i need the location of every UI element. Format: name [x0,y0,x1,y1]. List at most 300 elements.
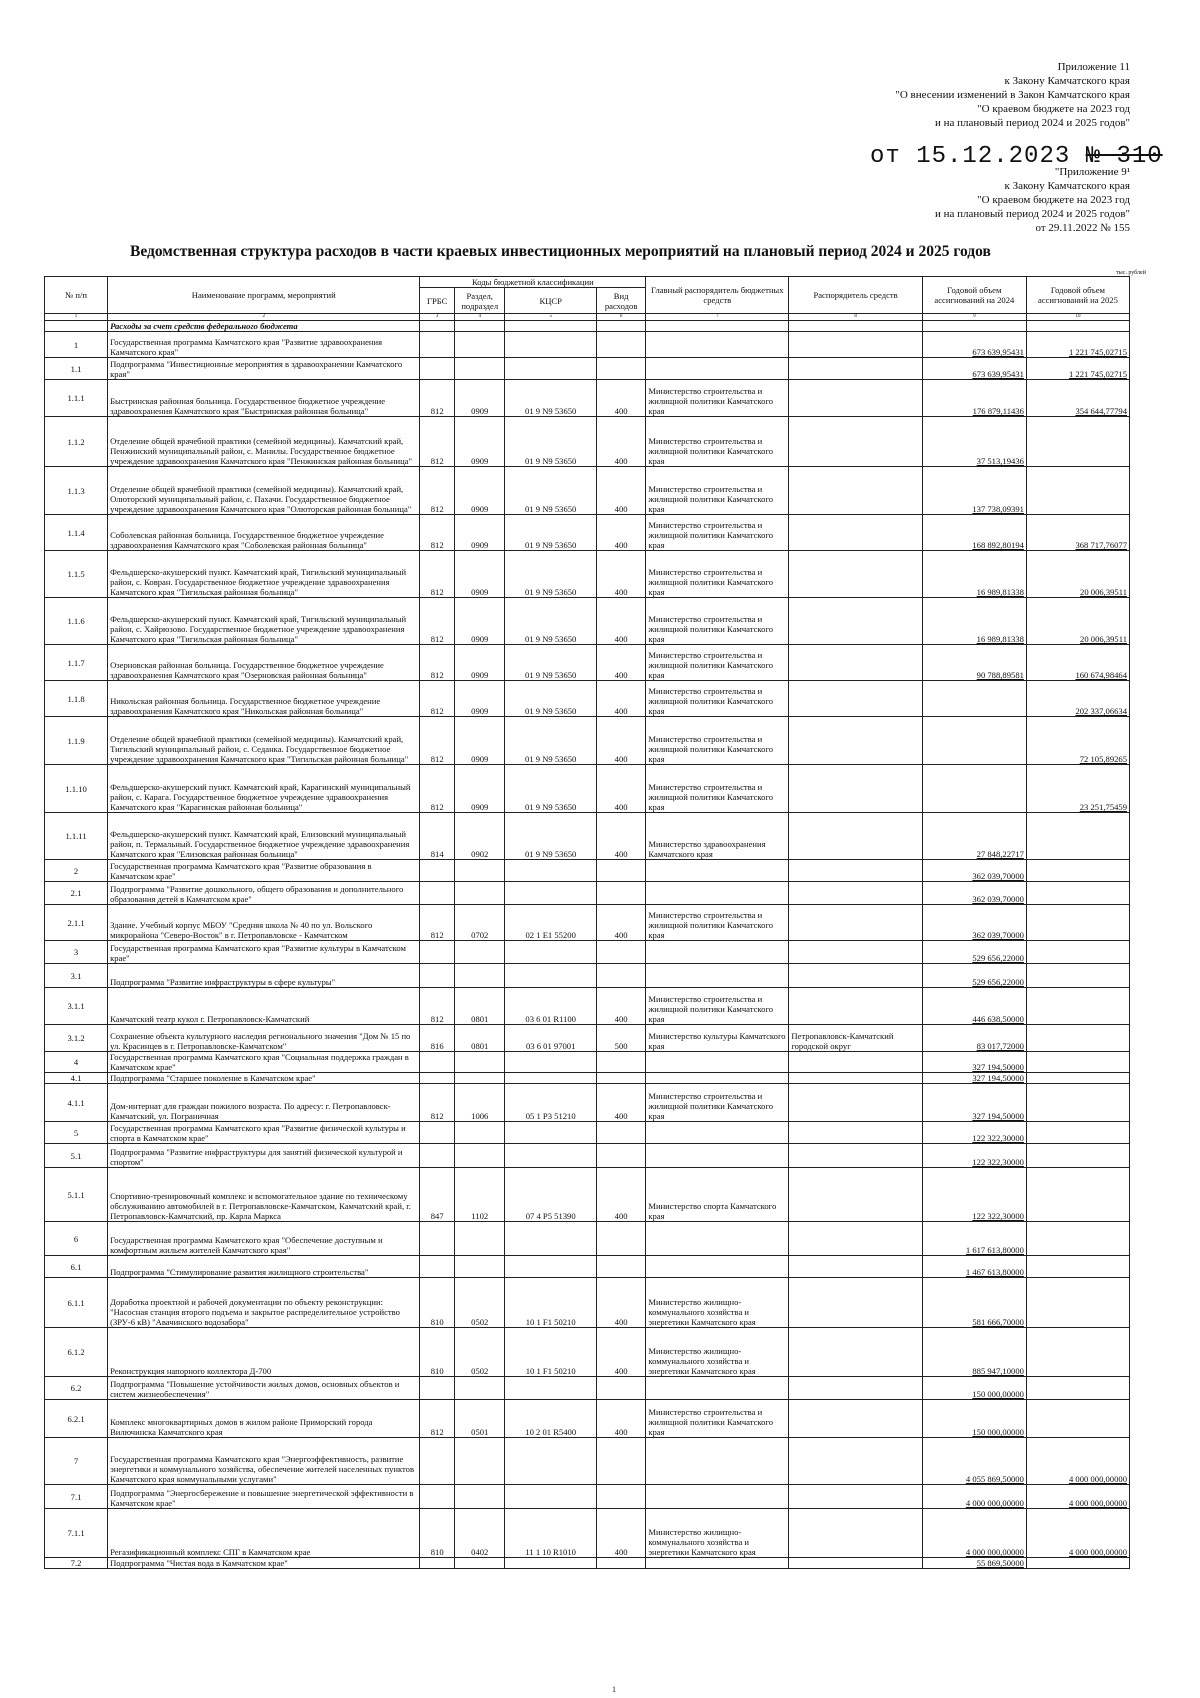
row-number: 1.1.6 [45,598,108,645]
row-number: 4.1 [45,1073,108,1084]
row-razdel: 0801 [455,1025,505,1052]
row-vid [596,1122,645,1144]
row-number: 2.1.1 [45,905,108,941]
row-name: Подпрограмма "Развитие инфраструктуры для занятий физической культурой и спортом" [108,1144,420,1168]
row-razdel [455,358,505,380]
row-name: Дом-интернат для граждан пожилого возраста. По адресу: г. Петропавловск-Камчатский, ул. Пограничная [108,1084,420,1122]
row-kcsr [505,1558,596,1569]
row-amount-2024 [922,765,1026,813]
row-main-manager: Министерство жилищно-коммунального хозяйства и энергетики Камчатского края [646,1509,789,1558]
table-row [45,1084,1130,1122]
table-row [45,515,1130,551]
row-amount-2024: 16 989,81338 [922,551,1026,598]
row-vid [596,1073,645,1084]
row-manager [789,1073,923,1084]
table-row [45,681,1130,717]
row-name: Подпрограмма "Чистая вода в Камчатском крае" [108,1558,420,1569]
row-name: Государственная программа Камчатского края "Развитие здравоохранения Камчатского края" [108,332,420,358]
row-manager [789,1256,923,1278]
row-amount-2024: 4 000 000,00000 [922,1509,1026,1558]
row-amount-2024: 362 039,70000 [922,905,1026,941]
row-main-manager: Министерство жилищно-коммунального хозяйства и энергетики Камчатского края [646,1278,789,1328]
table-row [45,905,1130,941]
row-main-manager: Министерство здравоохранения Камчатского края [646,813,789,860]
row-razdel [455,941,505,964]
row-kcsr: 05 1 P3 51210 [505,1084,596,1122]
row-main-manager [646,964,789,988]
row-kcsr: 03 6 01 97001 [505,1025,596,1052]
row-kcsr [505,1144,596,1168]
row-amount-2025: 20 006,39511 [1026,551,1129,598]
table-row [45,467,1130,515]
row-kcsr [505,358,596,380]
row-main-manager: Министерство строительства и жилищной политики Камчатского края [646,681,789,717]
table-row [45,598,1130,645]
row-amount-2025 [1026,1052,1129,1073]
row-amount-2025: 4 000 000,00000 [1026,1509,1129,1558]
table-row [45,332,1130,358]
row-grbs [420,1558,455,1569]
row-grbs [420,1122,455,1144]
row-amount-2024: 122 322,30000 [922,1122,1026,1144]
row-razdel: 1102 [455,1168,505,1222]
row-grbs [420,332,455,358]
row-name: Государственная программа Камчатского края "Социальная поддержка граждан в Камчатском крае" [108,1052,420,1073]
row-grbs [420,1222,455,1256]
row-manager [789,1328,923,1377]
row-kcsr: 10 1 F1 50210 [505,1328,596,1377]
row-number: 6.2.1 [45,1400,108,1438]
table-row [45,1222,1130,1256]
row-main-manager: Министерство строительства и жилищной политики Камчатского края [646,717,789,765]
column-index: 7 [646,314,789,321]
appendix-line: к Закону Камчатского края [1004,180,1130,192]
col-main-manager-header: Главный распорядитель бюджетных средств [646,277,789,314]
row-manager [789,598,923,645]
table-row [45,551,1130,598]
row-kcsr: 03 6 01 R1100 [505,988,596,1025]
row-main-manager: Министерство строительства и жилищной политики Камчатского края [646,467,789,515]
row-main-manager [646,1558,789,1569]
row-kcsr [505,1052,596,1073]
row-razdel [455,1222,505,1256]
row-kcsr: 01 9 N9 53650 [505,380,596,417]
row-amount-2024 [922,681,1026,717]
appendix-line: "О внесении изменений в Закон Камчатского края [895,89,1130,101]
row-manager [789,1485,923,1509]
row-amount-2024: 885 947,10000 [922,1328,1026,1377]
row-number: 7 [45,1438,108,1485]
row-amount-2024: 150 000,00000 [922,1400,1026,1438]
row-manager [789,332,923,358]
row-grbs: 812 [420,1400,455,1438]
row-name: Фельдшерско-акушерский пункт. Камчатский край, Карагинский муниципальный район, с. Карага. Государственное бюджетное учреждение здравоохранения Камчатского края "Карагинская районная больница" [108,765,420,813]
table-row [45,1485,1130,1509]
row-number: 1.1.5 [45,551,108,598]
row-number: 6.1.1 [45,1278,108,1328]
row-grbs [420,964,455,988]
row-number: 6 [45,1222,108,1256]
row-kcsr [505,860,596,882]
row-main-manager [646,358,789,380]
row-vid [596,964,645,988]
row-razdel [455,1122,505,1144]
row-razdel: 0402 [455,1509,505,1558]
row-vid [596,1052,645,1073]
row-razdel: 0909 [455,717,505,765]
table-row [45,941,1130,964]
row-name: Государственная программа Камчатского края "Обеспечение доступным и комфортным жильем жителей Камчатского края" [108,1222,420,1256]
row-vid: 400 [596,551,645,598]
section-row [45,321,1130,332]
row-razdel: 0502 [455,1278,505,1328]
col-manager-header: Распорядитель средств [789,277,923,314]
row-razdel [455,1377,505,1400]
row-main-manager: Министерство строительства и жилищной политики Камчатского края [646,515,789,551]
row-amount-2024: 1 467 613,80000 [922,1256,1026,1278]
row-razdel [455,860,505,882]
row-amount-2025 [1026,1558,1129,1569]
row-number: 3.1.1 [45,988,108,1025]
row-vid: 400 [596,988,645,1025]
row-name: Фельдшерско-акушерский пункт. Камчатский край, Тигильский муниципальный район, с. Хайрюзово. Государственное бюджетное учреждение здравоохранения Камчатского края "Тигильская районная больница" [108,598,420,645]
row-amount-2024: 529 656,22000 [922,941,1026,964]
table-row [45,645,1130,681]
appendix-line: к Закону Камчатского края [1004,75,1130,87]
row-grbs: 812 [420,905,455,941]
appendix-line: Приложение 11 [1057,61,1130,73]
previous-appendix-header [935,165,1130,235]
appendix-line: от 29.11.2022 № 155 [1035,222,1130,234]
date-value: 15.12.2023 [916,143,1071,170]
row-number: 1.1.4 [45,515,108,551]
row-manager [789,1509,923,1558]
table-row [45,1400,1130,1438]
row-vid: 400 [596,417,645,467]
row-name: Озерновская районная больница. Государственное бюджетное учреждение здравоохранения Камчатского края "Озерновская районная больница" [108,645,420,681]
row-amount-2024: 327 194,50000 [922,1052,1026,1073]
row-amount-2025: 202 337,06634 [1026,681,1129,717]
row-main-manager: Министерство строительства и жилищной политики Камчатского края [646,417,789,467]
row-vid: 400 [596,1084,645,1122]
row-kcsr: 01 9 N9 53650 [505,515,596,551]
row-amount-2024: 529 656,22000 [922,964,1026,988]
row-amount-2025 [1026,1400,1129,1438]
table-row [45,1509,1130,1558]
section-title: Расходы за счет средств федерального бюджета [108,321,420,332]
row-main-manager [646,860,789,882]
row-amount-2024: 581 666,70000 [922,1278,1026,1328]
row-name: Доработка проектной и рабочей документации по объекту реконструкции: "Насосная станция второго подъема и закрытое распределительное устройство (ЗРУ-6 кВ) "Авачинского водозабора" [108,1278,420,1328]
row-amount-2024: 168 892,80194 [922,515,1026,551]
table-row [45,1025,1130,1052]
row-amount-2025 [1026,1144,1129,1168]
row-vid: 400 [596,1168,645,1222]
appendix-line: и на плановый период 2024 и 2025 годов" [934,117,1130,129]
row-razdel: 0702 [455,905,505,941]
row-amount-2024: 176 879,11436 [922,380,1026,417]
row-name: Спортивно-тренировочный комплекс и вспомогательное здание по техническому обслуживанию автомобилей в г. Петропавловске-Камчатском, Камчатский край, г. Петропавловск-Камчатский, пр. Карла Маркса [108,1168,420,1222]
row-manager [789,941,923,964]
row-kcsr: 01 9 N9 53650 [505,765,596,813]
row-amount-2025 [1026,964,1129,988]
row-kcsr [505,1073,596,1084]
row-kcsr [505,1377,596,1400]
row-grbs: 812 [420,467,455,515]
row-number: 5 [45,1122,108,1144]
table-row [45,860,1130,882]
col-name-header: Наименование программ, мероприятий [108,277,420,314]
row-kcsr: 01 9 N9 53650 [505,681,596,717]
row-main-manager: Министерство жилищно-коммунального хозяйства и энергетики Камчатского края [646,1328,789,1377]
col-2024-header: Годовой объем ассигнований на 2024 [922,277,1026,314]
row-vid [596,860,645,882]
row-razdel [455,1485,505,1509]
table-row [45,1278,1130,1328]
appendix-line: "О краевом бюджете на 2023 год [977,103,1130,115]
row-amount-2025 [1026,417,1129,467]
document-title: Ведомственная структура расходов в части краевых инвестиционных мероприятий на плановый период 2024 и 2025 годов [130,243,991,260]
row-name: Комплекс многоквартирных домов в жилом районе Приморский города Вилючинска Камчатского края [108,1400,420,1438]
row-number: 4 [45,1052,108,1073]
row-vid: 400 [596,813,645,860]
row-amount-2025: 1 221 745,02715 [1026,358,1129,380]
row-vid [596,1558,645,1569]
unit-label: тыс. рублей [1116,270,1146,276]
row-kcsr: 07 4 P5 51390 [505,1168,596,1222]
row-name: Подпрограмма "Энергосбережение и повышение энергетической эффективности в Камчатском крае" [108,1485,420,1509]
row-main-manager [646,1052,789,1073]
row-name: Подпрограмма "Инвестиционные мероприятия в здравоохранении Камчатского края" [108,358,420,380]
row-grbs: 812 [420,645,455,681]
column-index: 10 [1026,314,1129,321]
row-grbs [420,1256,455,1278]
row-amount-2024: 37 513,19436 [922,417,1026,467]
row-main-manager: Министерство строительства и жилищной политики Камчатского края [646,1400,789,1438]
row-amount-2024: 122 322,30000 [922,1144,1026,1168]
row-kcsr: 01 9 N9 53650 [505,645,596,681]
row-amount-2025 [1026,882,1129,905]
row-grbs: 812 [420,988,455,1025]
row-number: 1.1.11 [45,813,108,860]
date-prefix: от [870,143,901,170]
row-manager [789,417,923,467]
col-num-header: № п/п [45,277,108,314]
row-number: 6.1 [45,1256,108,1278]
row-kcsr: 01 9 N9 53650 [505,417,596,467]
row-grbs [420,860,455,882]
row-vid [596,1377,645,1400]
row-main-manager [646,882,789,905]
row-kcsr: 01 9 N9 53650 [505,467,596,515]
row-amount-2025 [1026,860,1129,882]
table-row [45,1052,1130,1073]
row-main-manager: Министерство строительства и жилищной политики Камчатского края [646,765,789,813]
row-grbs: 812 [420,717,455,765]
row-kcsr [505,1222,596,1256]
row-name: Камчатский театр кукол г. Петропавловск-Камчатский [108,988,420,1025]
row-grbs: 812 [420,765,455,813]
row-vid: 400 [596,905,645,941]
row-razdel: 0909 [455,467,505,515]
row-manager [789,1377,923,1400]
row-name: Подпрограмма "Стимулирование развития жилищного строительства" [108,1256,420,1278]
row-number: 5.1.1 [45,1168,108,1222]
row-manager [789,1052,923,1073]
row-grbs: 812 [420,380,455,417]
row-number: 1.1 [45,358,108,380]
row-number: 5.1 [45,1144,108,1168]
row-amount-2025 [1026,1073,1129,1084]
row-amount-2024: 446 638,50000 [922,988,1026,1025]
row-amount-2025: 1 221 745,02715 [1026,332,1129,358]
row-kcsr [505,1122,596,1144]
row-razdel [455,1256,505,1278]
row-amount-2025: 4 000 000,00000 [1026,1438,1129,1485]
row-amount-2025: 20 006,39511 [1026,598,1129,645]
row-razdel: 0801 [455,988,505,1025]
column-index: 3 [420,314,455,321]
table-row [45,1122,1130,1144]
row-razdel: 0502 [455,1328,505,1377]
row-main-manager [646,1222,789,1256]
row-manager [789,1168,923,1222]
row-grbs: 847 [420,1168,455,1222]
row-manager: Петропавловск-Камчатский городской округ [789,1025,923,1052]
row-name: Подпрограмма "Повышение устойчивости жилых домов, основных объектов и систем жизнеобеспечения" [108,1377,420,1400]
row-amount-2025: 354 644,77794 [1026,380,1129,417]
row-name: Государственная программа Камчатского края "Энергоэффективность, развитие энергетики и коммунального хозяйства, обеспечение жителей населенных пунктов Камчатского края коммунальными услугами" [108,1438,420,1485]
row-manager [789,1438,923,1485]
row-grbs [420,1438,455,1485]
row-amount-2024: 4 000 000,00000 [922,1485,1026,1509]
row-razdel: 0909 [455,681,505,717]
row-number: 4.1.1 [45,1084,108,1122]
row-amount-2024: 137 738,09391 [922,467,1026,515]
row-razdel: 0909 [455,417,505,467]
column-index: 9 [922,314,1026,321]
table-row [45,1438,1130,1485]
row-number: 6.2 [45,1377,108,1400]
row-grbs [420,1144,455,1168]
row-vid: 400 [596,380,645,417]
row-manager [789,1084,923,1122]
row-main-manager: Министерство спорта Камчатского края [646,1168,789,1222]
row-razdel [455,964,505,988]
row-amount-2024: 327 194,50000 [922,1084,1026,1122]
row-main-manager [646,1485,789,1509]
row-number: 2 [45,860,108,882]
row-razdel: 0902 [455,813,505,860]
row-kcsr: 11 1 10 R1010 [505,1509,596,1558]
row-amount-2025 [1026,905,1129,941]
table-row [45,1558,1130,1569]
row-razdel: 0909 [455,645,505,681]
column-index-row [45,314,1130,321]
row-vid [596,1256,645,1278]
table-row [45,1144,1130,1168]
table-row [45,813,1130,860]
row-amount-2025: 72 105,89265 [1026,717,1129,765]
table-row [45,765,1130,813]
row-amount-2025 [1026,1377,1129,1400]
row-amount-2024: 673 639,95431 [922,358,1026,380]
appendix-line: "Приложение 9¹ [1054,166,1130,178]
row-amount-2024: 327 194,50000 [922,1073,1026,1084]
row-main-manager [646,941,789,964]
row-grbs [420,1485,455,1509]
row-amount-2025 [1026,1122,1129,1144]
row-name: Подпрограмма "Развитие инфраструктуры в сфере культуры" [108,964,420,988]
row-manager [789,645,923,681]
row-kcsr [505,882,596,905]
row-number: 1.1.9 [45,717,108,765]
row-grbs [420,358,455,380]
row-main-manager: Министерство культуры Камчатского края [646,1025,789,1052]
row-manager [789,905,923,941]
row-number: 1.1.2 [45,417,108,467]
row-main-manager: Министерство строительства и жилищной политики Камчатского края [646,380,789,417]
row-razdel: 0909 [455,551,505,598]
row-name: Фельдшерско-акушерский пункт. Камчатский край, Елизовский муниципальный район, п. Термальный. Государственное бюджетное учреждение здравоохранения Камчатского края "Елизовская районная больница" [108,813,420,860]
row-main-manager [646,1073,789,1084]
row-amount-2024: 150 000,00000 [922,1377,1026,1400]
row-grbs [420,1377,455,1400]
row-kcsr: 02 1 E1 55200 [505,905,596,941]
row-grbs: 814 [420,813,455,860]
col-razdel-header: Раздел, подраздел [455,288,505,314]
row-kcsr [505,1485,596,1509]
row-vid: 400 [596,515,645,551]
row-amount-2025: 368 717,76077 [1026,515,1129,551]
row-razdel [455,882,505,905]
table-row [45,988,1130,1025]
row-name: Государственная программа Камчатского края "Развитие культуры в Камчатском крае" [108,941,420,964]
column-index: 6 [596,314,645,321]
table-row [45,1256,1130,1278]
table-row [45,417,1130,467]
row-amount-2025: 4 000 000,00000 [1026,1485,1129,1509]
row-razdel [455,1144,505,1168]
row-number: 1.1.10 [45,765,108,813]
col-vid-header: Вид расходов [596,288,645,314]
row-name: Отделение общей врачебной практики (семейной медицины). Камчатский край, Пенжинский муниципальный район, с. Манилы. Государственное бюджетное учреждение здравоохранения Камчатского края "Пенжинская районная больница" [108,417,420,467]
table-row [45,1168,1130,1222]
col-codes-header: Коды бюджетной классификации [420,277,646,288]
row-manager [789,515,923,551]
row-amount-2024: 4 055 869,50000 [922,1438,1026,1485]
row-main-manager [646,1144,789,1168]
row-main-manager: Министерство строительства и жилищной политики Камчатского края [646,1084,789,1122]
row-name: Реконструкция напорного коллектора Д-700 [108,1328,420,1377]
row-vid [596,1485,645,1509]
row-manager [789,1558,923,1569]
row-vid: 400 [596,681,645,717]
law-number: № 310 [1085,143,1163,170]
row-vid: 400 [596,645,645,681]
column-index: 2 [108,314,420,321]
row-manager [789,882,923,905]
row-amount-2024: 16 989,81338 [922,598,1026,645]
row-grbs: 816 [420,1025,455,1052]
row-kcsr [505,964,596,988]
row-razdel: 0909 [455,380,505,417]
row-grbs: 812 [420,598,455,645]
table-row [45,1328,1130,1377]
row-main-manager: Министерство строительства и жилищной политики Камчатского края [646,598,789,645]
row-main-manager: Министерство строительства и жилищной политики Камчатского края [646,645,789,681]
row-razdel [455,1073,505,1084]
